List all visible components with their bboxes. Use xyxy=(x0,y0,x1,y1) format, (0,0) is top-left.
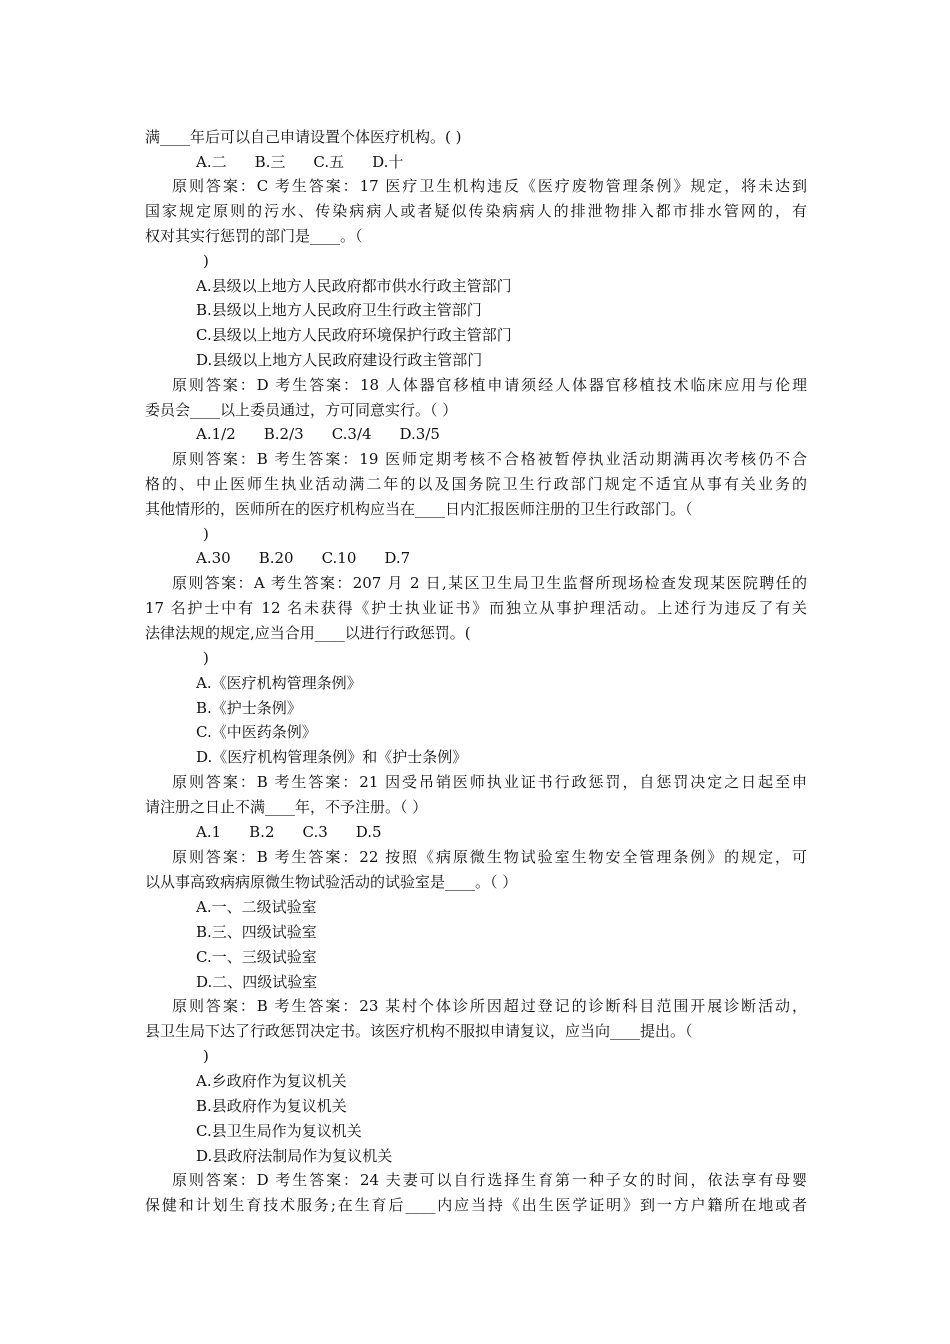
options-row xyxy=(196,422,616,446)
option-line: A.一、二级试验室 xyxy=(196,898,317,916)
option-line: B.县级以上地方人民政府卫生行政主管部门 xyxy=(196,301,482,319)
text-line: ) xyxy=(203,252,209,270)
text-line: 委员会____以上委员通过，方可同意实行。（ ） xyxy=(145,401,458,419)
option: A.1 xyxy=(196,823,222,841)
option-line: D.二、四级试验室 xyxy=(196,973,318,991)
option: D.十 xyxy=(372,153,404,171)
text-line: 保健和计划生育技术服务;在生育后____内应当持《出生医学证明》到一方户籍所在地或者 xyxy=(145,1196,807,1214)
answer-line: 原则答案：A 考生答案：207 月 2 日,某区卫生局卫生监督所现场检查发现某医院聘任的 xyxy=(172,574,807,592)
option: D.5 xyxy=(355,823,382,841)
answer-line: 原则答案：B 考生答案：23 某村个体诊所因超过登记的诊断科目范围开展诊断活动， xyxy=(172,997,807,1015)
option: A.二 xyxy=(196,153,227,171)
option: C.五 xyxy=(313,153,345,171)
option-line: C.县级以上地方人民政府环境保护行政主管部门 xyxy=(196,326,512,344)
options-row xyxy=(196,820,616,844)
answer-line: 原则答案：D 考生答案：18 人体器官移植申请须经人体器官移植技术临床应用与伦理 xyxy=(172,376,807,394)
option: D.3/5 xyxy=(399,425,440,443)
option-line: D.《医疗机构管理条例》和《护士条例》 xyxy=(196,748,468,766)
option-line: D.县政府法制局作为复议机关 xyxy=(196,1147,393,1165)
option: B.2/3 xyxy=(263,425,304,443)
option: B.2 xyxy=(249,823,275,841)
option-line: C.《中医药条例》 xyxy=(196,723,317,741)
option-line: B.县政府作为复议机关 xyxy=(196,1097,347,1115)
option: C.10 xyxy=(321,549,357,567)
options-row xyxy=(196,150,616,174)
option: C.3 xyxy=(302,823,328,841)
text-line: 权对其实行惩罚的部门是____。（ xyxy=(145,227,363,245)
text-line: 17 名护士中有 12 名未获得《护士执业证书》而独立从事护理活动。上述行为违反了有关 xyxy=(145,599,807,617)
text-line: 法律法规的规定,应当合用____以进行行政惩罚。( xyxy=(145,624,471,642)
option: A.30 xyxy=(196,549,231,567)
text-line: 请注册之日止不满____年，不予注册。（ ） xyxy=(145,798,428,816)
answer-line: 原则答案：B 考生答案：21 因受吊销医师执业证书行政惩罚，自惩罚决定之日起至申 xyxy=(172,773,807,791)
text-line: 以从事高致病病原微生物试验活动的试验室是____。（ ） xyxy=(145,873,518,891)
answer-line: 原则答案：C 考生答案：17 医疗卫生机构违反《医疗废物管理条例》规定，将未达到 xyxy=(172,177,807,195)
text-line: 县卫生局下达了行政惩罚决定书。该医疗机构不服拟申请复议，应当向____提出。（ xyxy=(145,1022,693,1040)
option-line: B.《护士条例》 xyxy=(196,699,302,717)
option: D.7 xyxy=(384,549,411,567)
option: A.1/2 xyxy=(196,425,236,443)
options-row xyxy=(196,546,616,570)
text-line: ) xyxy=(203,649,209,667)
option: C.3/4 xyxy=(331,425,372,443)
text-line: ) xyxy=(203,1047,209,1065)
text-line: ) xyxy=(203,525,209,543)
text-line: 国家规定原则的污水、传染病病人或者疑似传染病病人的排泄物排入都市排水管网的，有 xyxy=(145,202,807,220)
option-line: A.县级以上地方人民政府都市供水行政主管部门 xyxy=(196,277,512,295)
answer-line: 原则答案：B 考生答案：19 医师定期考核不合格被暂停执业活动期满再次考核仍不合 xyxy=(172,450,807,468)
answer-line: 原则答案：D 考生答案：24 夫妻可以自行选择生育第一种子女的时间，依法享有母婴 xyxy=(172,1171,807,1189)
option-line: A.乡政府作为复议机关 xyxy=(196,1072,347,1090)
option-line: D.县级以上地方人民政府建设行政主管部门 xyxy=(196,351,483,369)
option-line: C.一、三级试验室 xyxy=(196,948,317,966)
option: B.三 xyxy=(254,153,286,171)
text-line: 格的、中止医师生执业活动满二年的以及国务院卫生行政部门规定不适宜从事有关业务的 xyxy=(145,475,807,493)
option-line: B.三、四级试验室 xyxy=(196,923,317,941)
option: B.20 xyxy=(258,549,294,567)
option-line: A.《医疗机构管理条例》 xyxy=(196,674,362,692)
text-line: 其他情形的，医师所在的医疗机构应当在____日内汇报医师注册的卫生行政部门。（ xyxy=(145,500,693,518)
option-line: C.县卫生局作为复议机关 xyxy=(196,1122,362,1140)
answer-line: 原则答案：B 考生答案：22 按照《病原微生物试验室生物安全管理条例》的规定，可 xyxy=(172,848,807,866)
text-line: 满____年后可以自己申请设置个体医疗机构。( ) xyxy=(145,128,462,146)
